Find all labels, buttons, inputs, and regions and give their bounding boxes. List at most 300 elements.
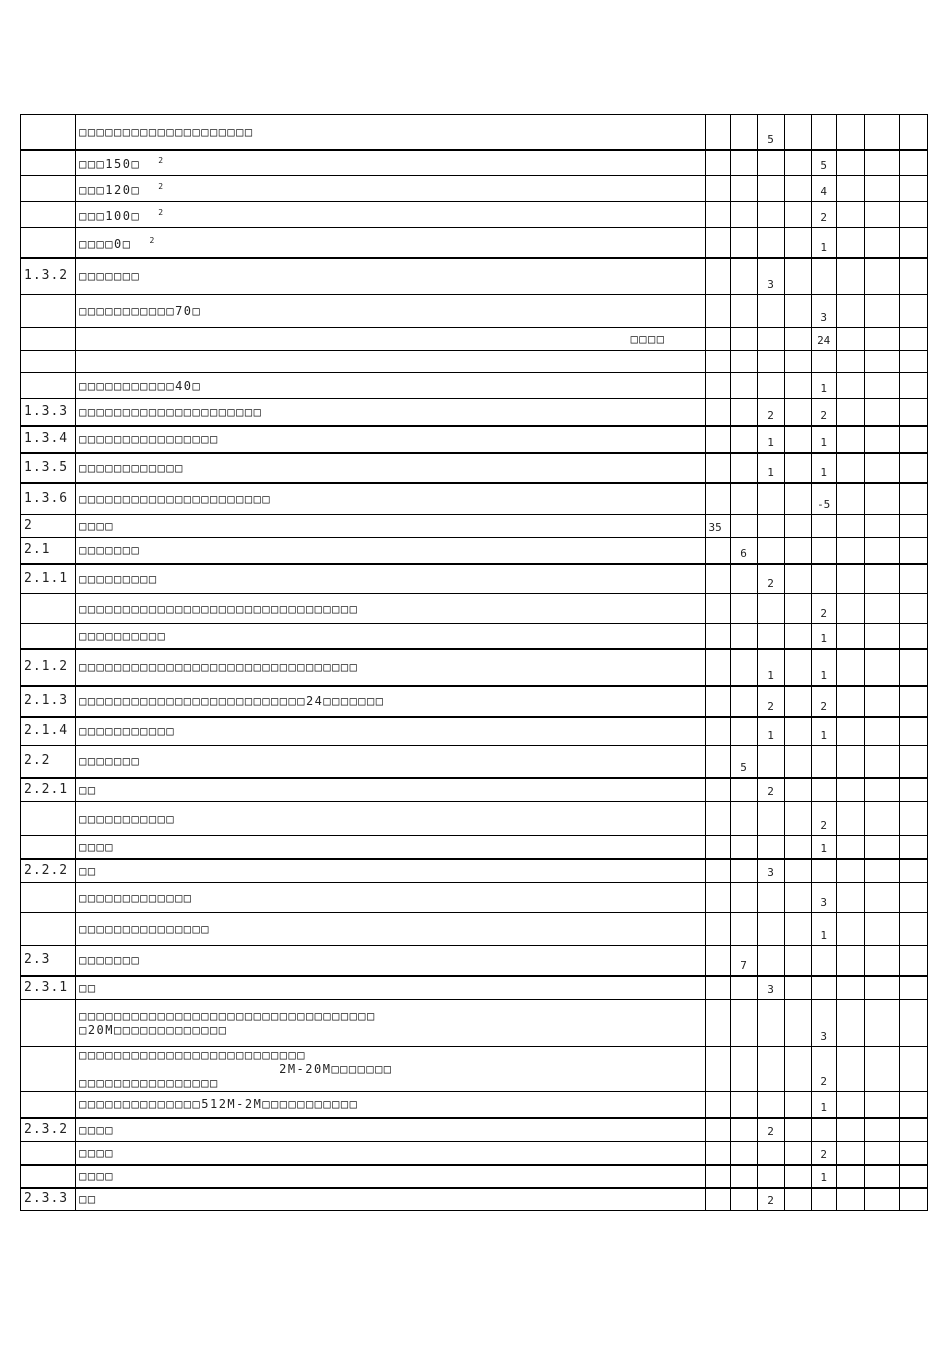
score-cell [706,946,730,976]
score-cell [784,883,811,913]
item-code [21,1000,76,1047]
score-cell [784,426,811,453]
score-cell [784,746,811,778]
score-cell [706,1188,730,1211]
score-cell [730,328,757,351]
score-cell [730,836,757,859]
score-cell [864,150,899,176]
table-body [21,115,928,1211]
score-cell [784,258,811,295]
score-cell [836,176,864,202]
item-description [76,624,706,649]
score-cell [899,836,927,859]
score-cell [899,564,927,594]
score-cell [864,328,899,351]
score-cell [784,228,811,258]
score-cell [784,373,811,399]
score-cell [811,946,836,976]
item-description [76,802,706,836]
item-description [76,883,706,913]
score-cell [899,115,927,150]
description-text: □□□□□□□□□□□□□□□ [79,922,210,936]
item-code: 2.2.1 [21,778,76,802]
score-cell [784,399,811,426]
score-cell: 3 [811,295,836,328]
score-cell [899,594,927,624]
item-description [76,453,706,483]
score-cell [899,1188,927,1211]
score-cell [899,399,927,426]
score-cell [706,564,730,594]
score-cell [706,859,730,883]
score-cell [836,1047,864,1092]
score-cell [836,373,864,399]
score-cell [784,802,811,836]
item-code [21,836,76,859]
item-description [76,426,706,453]
table-row [21,150,928,176]
item-code [21,150,76,176]
score-cell [730,426,757,453]
score-cell [864,859,899,883]
score-cell [730,515,757,538]
item-description [76,946,706,976]
score-cell [730,859,757,883]
score-cell [836,946,864,976]
score-cell [730,1000,757,1047]
score-cell [730,976,757,1000]
score-cell: 1 [811,453,836,483]
score-cell [757,176,784,202]
description-text: □□ [79,980,97,995]
item-code [21,594,76,624]
description-text: □□□□□□□□□□□□□□□□□□□□□ [79,404,263,419]
score-cell: 1 [811,836,836,859]
score-cell [811,258,836,295]
table-row [21,483,928,515]
score-cell [730,1047,757,1092]
score-cell [864,649,899,686]
score-cell [784,686,811,717]
score-cell: 6 [730,538,757,564]
score-cell: 1 [811,426,836,453]
score-cell [864,686,899,717]
score-cell: 2 [757,399,784,426]
score-cell [784,564,811,594]
item-code: 1.3.5 [21,453,76,483]
description-text: □□□□□□□ [79,754,141,769]
score-cell [730,1165,757,1188]
score-cell [811,1188,836,1211]
score-cell [706,624,730,649]
description-text: □□□□□□□ [79,543,141,558]
score-cell [706,913,730,946]
score-cell [899,351,927,373]
score-cell [706,295,730,328]
item-code: 2.1.3 [21,686,76,717]
score-cell [784,295,811,328]
score-cell [864,202,899,228]
table-row [21,453,928,483]
score-cell [784,176,811,202]
score-cell [864,176,899,202]
table-row [21,295,928,328]
description-text: □□□□ [79,839,115,854]
score-cell [836,686,864,717]
score-cell [784,1000,811,1047]
score-cell [811,515,836,538]
score-cell: 1 [811,649,836,686]
score-cell: 3 [757,859,784,883]
score-cell [836,538,864,564]
score-cell [899,453,927,483]
score-cell [730,624,757,649]
item-description [76,686,706,717]
score-cell [899,1000,927,1047]
description-text: □□□□ [79,1169,115,1183]
score-cell [811,564,836,594]
description-text: □□□120□ [79,183,141,197]
score-cell [784,594,811,624]
item-description [76,859,706,883]
score-cell [836,1092,864,1118]
score-cell [864,295,899,328]
item-description [76,836,706,859]
item-code [21,1047,76,1092]
score-cell [836,115,864,150]
description-text: □□□□□□□□□□□□□□□□□□□□ [79,124,254,139]
score-cell [784,859,811,883]
description-text: □□□□□□□□□□□□□ [79,890,193,905]
score-cell [706,202,730,228]
item-code: 2.2 [21,746,76,778]
score-cell [864,976,899,1000]
score-cell: 2 [811,1047,836,1092]
item-description [76,115,706,150]
score-cell [864,1188,899,1211]
score-cell [836,594,864,624]
superscript: 2 [158,156,165,166]
score-cell [864,883,899,913]
table-row [21,686,928,717]
score-cell [706,176,730,202]
table-row [21,328,928,351]
score-cell [757,594,784,624]
score-cell [864,399,899,426]
description-text: □□□100□ [79,209,141,223]
score-cell [836,1118,864,1142]
score-cell [811,976,836,1000]
score-cell [730,453,757,483]
score-cell [706,836,730,859]
description-text: □□□□□□□ [79,269,141,284]
score-cell [784,624,811,649]
score-cell [899,746,927,778]
score-cell [757,836,784,859]
table-row [21,746,928,778]
score-cell [864,1165,899,1188]
score-cell [706,649,730,686]
description-text: □□□□□□□□□□□□□□□□□□□□□□□□□□□□□□□□□□ [79,1009,376,1023]
score-cell [730,686,757,717]
score-cell [706,594,730,624]
score-cell [757,228,784,258]
table-row [21,946,928,976]
score-cell [706,778,730,802]
score-cell [836,717,864,746]
score-cell [784,1165,811,1188]
score-cell [784,351,811,373]
score-cell [730,399,757,426]
table-row [21,913,928,946]
score-cell [730,115,757,150]
score-cell [864,946,899,976]
item-description [76,746,706,778]
score-cell [784,115,811,150]
score-cell [864,115,899,150]
description-text: □□□□□□□□□□□□ [79,460,184,475]
score-cell: 2 [811,399,836,426]
item-description [76,483,706,515]
table-row [21,538,928,564]
item-code: 1.3.6 [21,483,76,515]
score-cell: -5 [811,483,836,515]
score-cell [899,150,927,176]
score-cell [730,564,757,594]
item-description [76,150,706,176]
score-cell [836,328,864,351]
score-cell [757,202,784,228]
table-row [21,778,928,802]
score-cell [836,483,864,515]
item-description [76,202,706,228]
score-cell [757,515,784,538]
item-description [76,594,706,624]
score-cell [784,1047,811,1092]
item-code: 2.3.3 [21,1188,76,1211]
score-cell [706,1165,730,1188]
score-cell [836,258,864,295]
score-cell [784,1188,811,1211]
table-row [21,373,928,399]
score-cell [836,976,864,1000]
score-cell [864,258,899,295]
score-cell [864,453,899,483]
score-cell [706,802,730,836]
score-cell [730,483,757,515]
table-row [21,836,928,859]
score-cell [899,426,927,453]
score-cell [899,778,927,802]
score-cell: 1 [757,717,784,746]
score-cell [899,1142,927,1165]
description-text: □□□□□□□ [79,953,141,968]
item-code: 2.1.4 [21,717,76,746]
item-code: 1.3.4 [21,426,76,453]
score-cell [899,483,927,515]
score-cell [899,913,927,946]
superscript: 2 [158,182,165,191]
score-cell: 3 [757,976,784,1000]
score-cell: 35 [706,515,730,538]
item-code [21,913,76,946]
item-description [76,913,706,946]
score-cell [836,913,864,946]
score-cell [757,1092,784,1118]
table-row [21,976,928,1000]
superscript: 2 [149,235,156,245]
score-cell [706,1118,730,1142]
item-description [76,1142,706,1165]
table-row [21,1047,928,1092]
score-cell [757,1047,784,1092]
table-row [21,1142,928,1165]
score-cell [899,373,927,399]
table-row [21,399,928,426]
item-code [21,1142,76,1165]
score-cell [784,649,811,686]
table-row [21,1092,928,1118]
score-cell [757,802,784,836]
table-row [21,351,928,373]
item-code [21,202,76,228]
score-cell [757,328,784,351]
item-code: 2.1 [21,538,76,564]
score-cell: 3 [757,258,784,295]
table-row [21,859,928,883]
score-cell [730,351,757,373]
score-cell [706,1142,730,1165]
score-cell [836,202,864,228]
item-code: 2.3.1 [21,976,76,1000]
score-cell [757,883,784,913]
score-cell [899,686,927,717]
score-cell [836,1142,864,1165]
score-cell [864,564,899,594]
score-cell [730,717,757,746]
item-code: 2.1.1 [21,564,76,594]
score-cell [730,594,757,624]
description-text: □□□□□□□□□□□□□□□□□□□□□□□□□□□□□□□□ [79,601,359,616]
score-cell [784,1092,811,1118]
table-row [21,717,928,746]
item-description [76,1092,706,1118]
score-cell: 5 [730,746,757,778]
score-cell [864,515,899,538]
score-cell [836,564,864,594]
score-cell: 1 [757,453,784,483]
score-cell [784,328,811,351]
score-cell [836,399,864,426]
score-cell: 4 [811,176,836,202]
description-text: □□ [79,863,97,878]
score-cell [836,746,864,778]
score-cell [757,913,784,946]
score-cell [811,1118,836,1142]
table-row [21,624,928,649]
item-code [21,1165,76,1188]
score-cell: 1 [811,717,836,746]
score-cell [811,746,836,778]
score-cell [899,976,927,1000]
score-cell [836,1165,864,1188]
description-text: □□□□□□□□□□□40□ [79,378,202,393]
score-cell [864,913,899,946]
score-cell [836,802,864,836]
score-cell [899,859,927,883]
score-cell [899,946,927,976]
score-cell [784,202,811,228]
score-cell: 24 [811,328,836,351]
table-row [21,1118,928,1142]
item-description [76,228,706,258]
description-text: □□□□□□□□□□□ [79,724,176,739]
score-cell [757,150,784,176]
score-cell [730,913,757,946]
description-text: □□□□□□□□□□□□□□512M-2M□□□□□□□□□□□ [79,1097,359,1112]
score-cell [899,1047,927,1092]
score-cell [899,228,927,258]
item-code [21,176,76,202]
score-cell [899,328,927,351]
item-description [76,399,706,426]
score-cell: 2 [757,1118,784,1142]
description-text: □□□□ [79,1122,115,1137]
score-cell [811,351,836,373]
score-cell [706,976,730,1000]
score-cell [864,778,899,802]
score-cell: 1 [811,913,836,946]
score-cell [706,115,730,150]
score-cell [706,538,730,564]
score-cell: 1 [757,649,784,686]
score-cell [730,228,757,258]
score-cell [784,913,811,946]
score-cell [836,836,864,859]
score-cell: 3 [811,1000,836,1047]
score-cell: 1 [811,1092,836,1118]
item-code [21,228,76,258]
score-cell [836,859,864,883]
score-cell [899,538,927,564]
score-cell [757,1165,784,1188]
score-cell [784,1118,811,1142]
description-text: □□□□□□□□□□□ [79,811,176,826]
table-row [21,1188,928,1211]
score-cell [730,802,757,836]
item-description [76,564,706,594]
score-cell [706,258,730,295]
score-cell [811,778,836,802]
score-cell [836,426,864,453]
score-cell [730,1092,757,1118]
item-description [76,351,706,373]
item-description [76,1188,706,1211]
item-description [76,295,706,328]
score-cell: 2 [757,1188,784,1211]
score-cell [899,176,927,202]
score-cell [864,624,899,649]
score-cell [864,228,899,258]
score-cell [864,1047,899,1092]
score-cell: 2 [757,564,784,594]
description-text: □□□□ [79,1145,115,1160]
item-description [76,328,706,351]
score-cell [730,883,757,913]
score-cell: 1 [811,1165,836,1188]
score-cell [757,538,784,564]
score-cell [706,373,730,399]
